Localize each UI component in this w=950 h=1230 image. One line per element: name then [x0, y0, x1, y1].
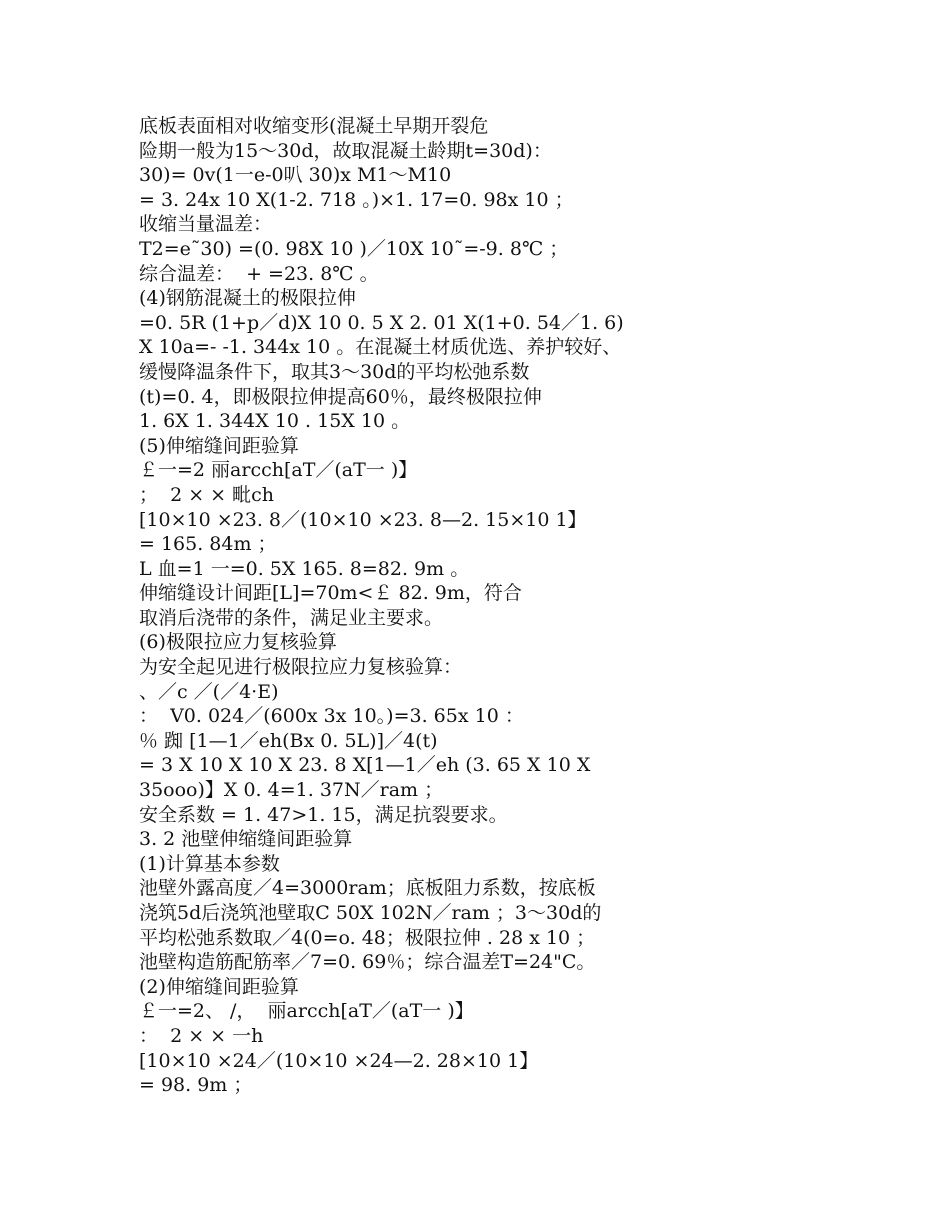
text-line: = 3. 24x 10 X(1-2. 718 。)×1. 17=0. 98x 10 ； [139, 188, 574, 211]
text-line: 池壁构造筋配筋率／7=0. 69％；综合温差T=24"C。 [139, 951, 596, 974]
text-line: (5)伸缩缝间距验算 [139, 434, 299, 457]
text-line: (1)计算基本参数 [139, 852, 280, 875]
text-line: (4)钢筋混凝土的极限拉伸 [139, 287, 356, 310]
text-line: 、／c ／(／4·E) [139, 680, 279, 703]
text-line: ： 2 × × 一h [139, 1024, 264, 1047]
text-line: 浇筑5d后浇筑池壁取C 50X 102N／ram ；3～30d的 [139, 902, 602, 924]
text-line: = 3 X 10 X 10 X 23. 8 X[1—1／eh (3. 65 X 10 X [139, 754, 591, 777]
text-line: 30)= 0v(1一e-0叭 30)x M1～M10 [139, 164, 452, 187]
text-line: 底板表面相对收缩变形(混凝土早期开裂危 [139, 115, 489, 137]
text-line: 池壁外露高度／4=3000ram；底板阻力系数，按底板 [139, 877, 596, 900]
text-line: ￡一=2、 /， 丽arcch[aT／(aT一 )】 [139, 1000, 474, 1023]
text-line: (6)极限拉应力复核验算 [139, 631, 337, 654]
text-line: 35ooo)】X 0. 4=1. 37N／ram ； [139, 779, 444, 802]
text-line: 安全系数 = 1. 47>1. 15，满足抗裂要求。 [139, 803, 508, 826]
text-line: T2=e˜30) =(0. 98X 10 )／10X 10˜=-9. 8℃ ； [139, 237, 569, 260]
text-line: (2)伸缩缝间距验算 [139, 975, 299, 998]
text-line: ％ 踟 [1—1／eh(Bx 0. 5L)]／4(t) [139, 729, 438, 752]
text-line: 收缩当量温差： [139, 213, 273, 236]
text-line: = 165. 84m ； [139, 533, 277, 556]
text-line: ： V0. 024／(600x 3x 10。)=3. 65x 10 ： [139, 705, 524, 728]
text-line: ￡一=2 丽arcch[aT／(aT一 )】 [139, 459, 418, 482]
text-line: 缓慢降温条件下，取其3～30d的平均松弛系数 [139, 360, 530, 383]
text-line: = 98. 9m ； [139, 1074, 253, 1097]
text-line: (t)=0. 4，即极限拉伸提高60％，最终极限拉伸 [139, 385, 542, 408]
text-line: 1. 6X 1. 344X 10 . 15X 10 。 [139, 410, 411, 433]
text-line: 综合温差： + =23. 8℃ 。 [139, 262, 379, 285]
document-text-block [139, 114, 839, 1098]
text-line: 险期一般为15～30d，故取混凝土龄期t=30d)： [139, 139, 552, 162]
text-line: L 血=1 一=0. 5X 165. 8=82. 9m 。 [139, 557, 470, 580]
text-line: ； 2 × × 毗ch [139, 483, 275, 506]
text-line: [10×10 ×23. 8／(10×10 ×23. 8—2. 15×10 1】 [139, 508, 587, 531]
text-line: [10×10 ×24／(10×10 ×24—2. 28×10 1】 [139, 1049, 539, 1072]
text-line: 伸缩缝设计间距[L]=70m<￡ 82. 9m，符合 [139, 582, 522, 605]
text-line: 为安全起见进行极限拉应力复核验算： [139, 656, 463, 679]
text-line: 取消后浇带的条件，满足业主要求。 [139, 606, 444, 629]
text-line: 平均松弛系数取／4(0=o. 48；极限拉伸 . 28 x 10 ； [139, 926, 596, 949]
text-line: X 10a=- -1. 344x 10 。在混凝土材质优选、养护较好、 [139, 336, 622, 359]
text-line: 3. 2 池壁伸缩缝间距验算 [139, 828, 353, 851]
text-line: =0. 5R (1+p／d)X 10 0. 5 X 2. 01 X(1+0. 54／1. 6) [139, 311, 624, 334]
